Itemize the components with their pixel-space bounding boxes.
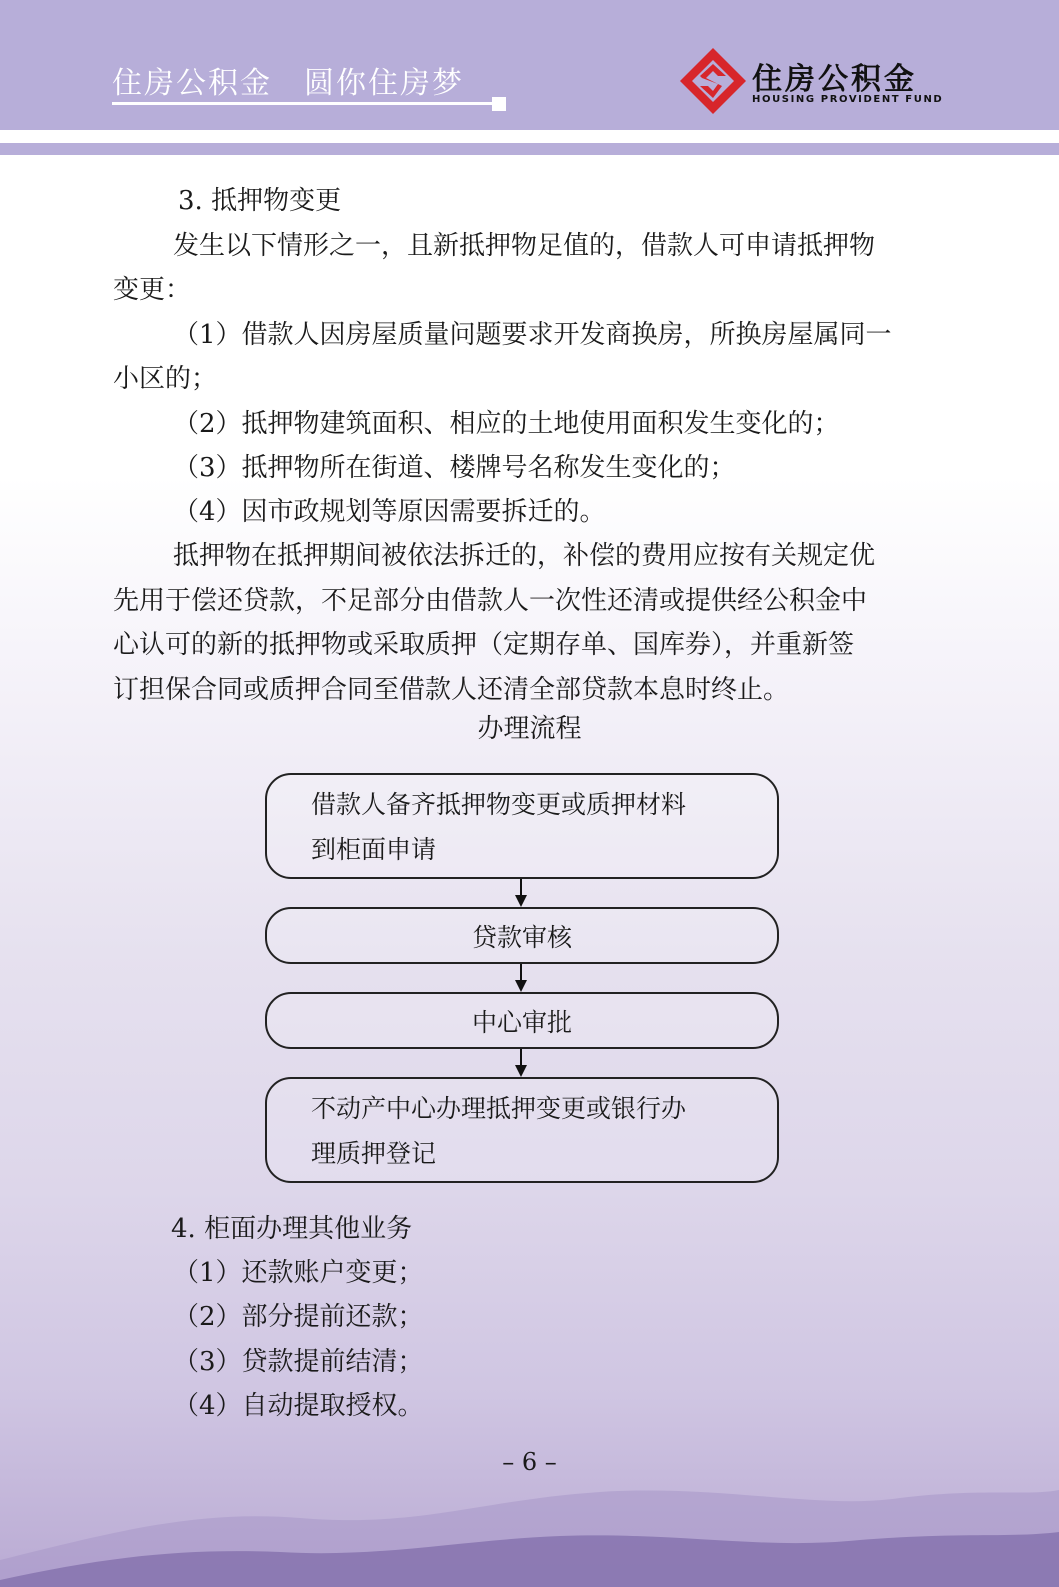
flow-step-loan-review-label: 贷款审核 (471, 922, 572, 952)
flow-step-loan-review (265, 907, 779, 964)
slogan-underline (112, 102, 495, 105)
section-3-para-line-4: 订担保合同或质押合同至借款人还清全部贷款本息时终止。 (113, 675, 790, 705)
flow-title: 办理流程 (477, 714, 582, 744)
flow-arrow-3 (513, 1049, 529, 1077)
flow-step-registration (265, 1077, 779, 1183)
section-3-item-1-cont: 小区的； (113, 364, 218, 394)
flow-step-registration-line-2: 理质押登记 (311, 1139, 437, 1168)
logo-subtitle: HOUSING PROVIDENT FUND (752, 94, 944, 105)
section-3-intro-line-1: 发生以下情形之一，且新抵押物足值的，借款人可申请抵押物 (173, 231, 876, 261)
section-4-item-2: （2）部分提前还款； (173, 1302, 424, 1332)
housing-fund-logo-icon (678, 46, 748, 116)
flow-arrow-1 (513, 879, 529, 907)
flow-arrow-2 (513, 964, 529, 992)
section-3-para-line-2: 先用于偿还贷款，不足部分由借款人一次性还清或提供经公积金中 (113, 586, 868, 616)
slogan-right: 圆你住房梦 (304, 66, 464, 101)
flow-step-apply-line-1: 借款人备齐抵押物变更或质押材料 (311, 790, 687, 819)
section-4-item-3: （3）贷款提前结清； (173, 1347, 424, 1377)
header-slogan (112, 58, 464, 102)
flow-step-center-approval (265, 992, 779, 1049)
flow-step-apply (265, 773, 779, 879)
section-3-item-2: （2）抵押物建筑面积、相应的土地使用面积发生变化的； (173, 409, 840, 439)
header-stripe (0, 143, 1059, 155)
section-3-item-4: （4）因市政规划等原因需要拆迁的。 (173, 497, 606, 527)
slogan-left: 住房公积金 (112, 66, 272, 101)
flow-step-apply-line-2: 到柜面申请 (311, 835, 437, 864)
section-4-item-4: （4）自动提取授权。 (173, 1391, 424, 1421)
section-3-para-line-3: 心认可的新的抵押物或采取质押（定期存单、国库券），并重新签 (113, 630, 855, 660)
slogan-underline-end (492, 97, 506, 111)
section-3-item-1: （1）借款人因房屋质量问题要求开发商换房，所换房屋属同一 (173, 320, 892, 350)
section-3-item-3: （3）抵押物所在街道、楼牌号名称发生变化的； (173, 453, 736, 483)
section-4-item-1: （1）还款账户变更； (173, 1258, 424, 1288)
section-3-intro-line-2: 变更： (113, 275, 192, 305)
flow-step-registration-line-1: 不动产中心办理抵押变更或银行办 (311, 1094, 687, 1123)
mountain-silhouette (0, 1440, 1059, 1587)
section-3-para-line-1: 抵押物在抵押期间被依法拆迁的，补偿的费用应按有关规定优 (173, 541, 876, 571)
logo-title: 住房公积金 (752, 62, 917, 97)
page-number: – 6 – (502, 1448, 557, 1476)
section-4-heading: 4. 柜面办理其他业务 (171, 1214, 413, 1244)
section-3-heading: 3. 抵押物变更 (178, 186, 342, 216)
flow-step-center-approval-label: 中心审批 (471, 1007, 572, 1037)
